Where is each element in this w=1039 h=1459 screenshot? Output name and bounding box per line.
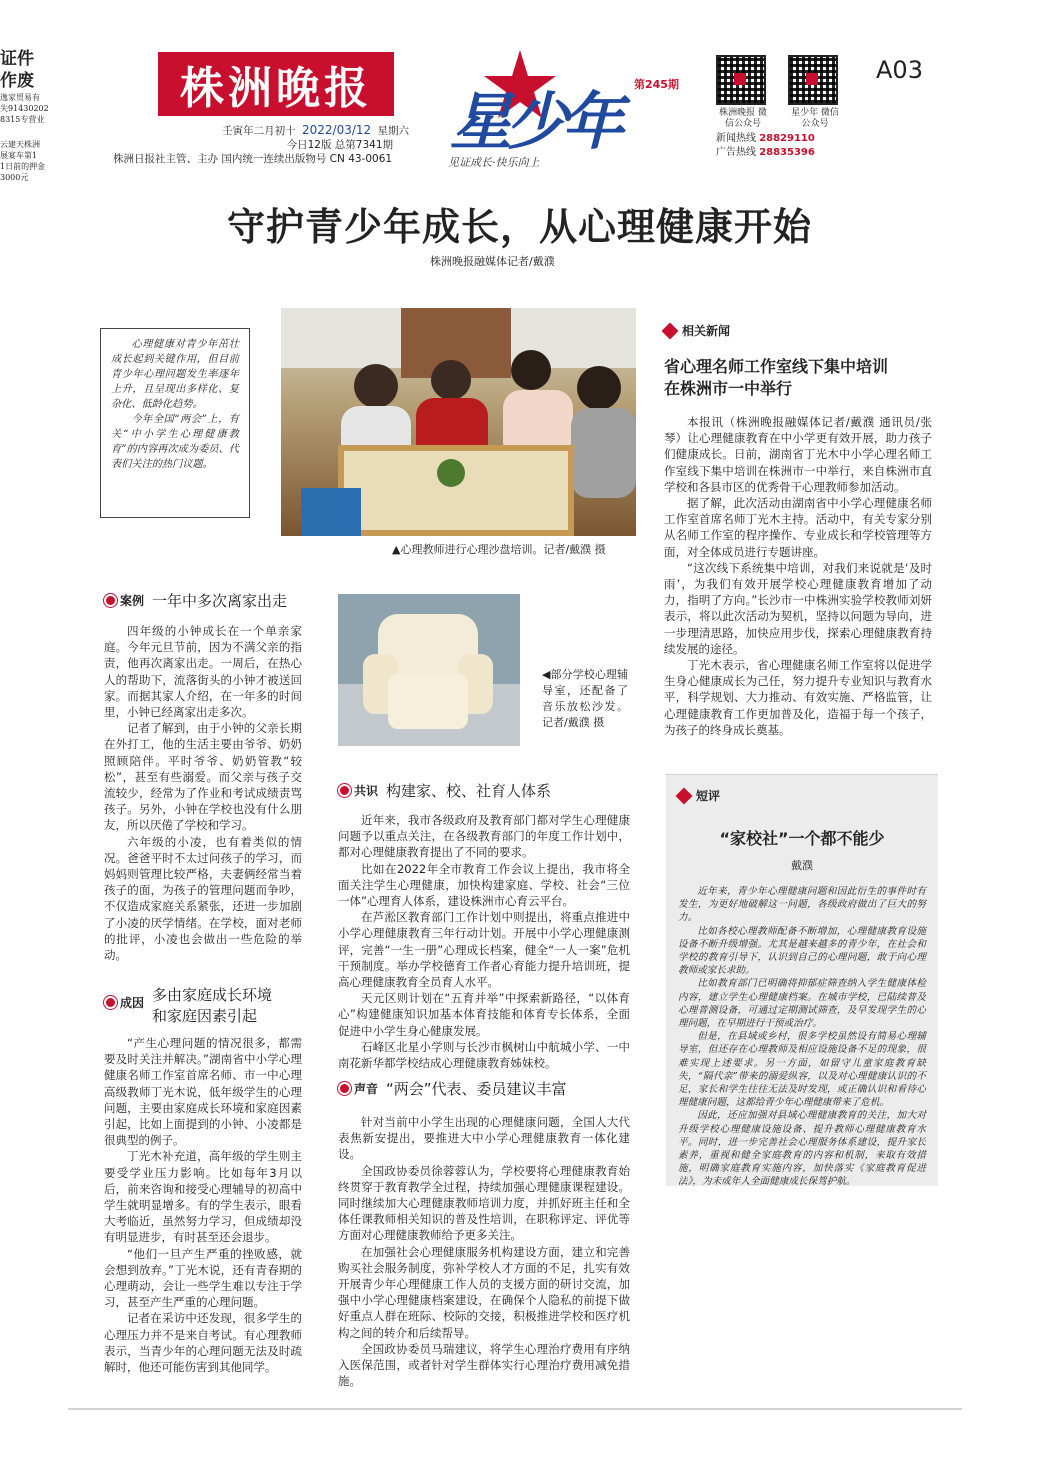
qr-right-label: 星少年 微信公众号 (791, 108, 839, 129)
section-case-header (104, 590, 287, 611)
news-hotline: 28829110 (759, 133, 815, 144)
section-title: 一年中多次离家出走 (152, 592, 288, 610)
sandplay-photo (281, 308, 636, 536)
paragraph: 据了解，此次活动由湖南省中小学心理健康名师工作室首席名师丁光木主持。活动中，有关专家分别从名师工作室的程序操作、专业成长和学校管理等方面，对全体成员进行专题讲座。 (664, 496, 932, 559)
section-voice-header (338, 1078, 567, 1099)
section-title: 构建家、校、社育人体系 (386, 782, 552, 800)
commentary-box (666, 774, 938, 1186)
ad-hotline-label: 广告热线 (716, 147, 756, 158)
paragraph: 记者在采访中还发现，很多学生的心理压力并不是来自考试。有心理教师表示，当青少年的心理问题无法及时疏解时，他还可能伤害到其他同学。 (104, 1311, 302, 1375)
section-title: 和家庭因素引起 (152, 1007, 258, 1025)
left-edge-big1: 证件 (0, 49, 34, 69)
section-consensus-header (338, 780, 551, 801)
paragraph: 因此，还应加强对县域心理健康教育的关注，加大对升级学校心理健康设施设备、提升教师心理健康教育水平。同时，进一步完善社会心理服务体系建设，提升家长素养，重视和健全家庭教育的内容和机制，来取有效措施，明确家庭教育实施内容，加快落实《家庭教育促进法》，为未成年人全面健康成长保驾护航。 (678, 1110, 926, 1188)
paragraph: 比如各校心理教师配备不断增加，心理健康教育设施设备不断升级增强。尤其是越来越多的青少年，在社会和学校的教育引导下，认识到自己的心理问题，敢于向心理教师或家长求助。 (678, 925, 926, 977)
weekday: 星期六 (377, 125, 409, 137)
section-voice-body (338, 1114, 630, 1389)
paragraph: “他们一旦产生严重的挫败感，就会想到放弃。”丁光木说，还有青春期的心理萌动，会让一些学生难以专注于学习，甚至产生严重的心理问题。 (104, 1246, 302, 1310)
photo2-caption: ◀部分学校心理辅导室，还配备了音乐放松沙发。记者/戴濮 摄 (542, 668, 628, 729)
paragraph: 丁光木补充道，高年级的学生则主要受学业压力影响。比如每年3月以后，前来咨询和接受心理辅导的初高中学生就明显增多。有的学生表示，眼看大考临近，虽然努力学习，但成绩却没有明显进步，有时甚至还会退步。 (104, 1149, 302, 1245)
paragraph: “产生心理问题的情况很多，都需要及时关注并解决。”湖南省中小学心理健康名师工作室首席名师、市一中心理高级教师丁光木说，低年级学生的心理问题，主要由家庭成长环境和家庭因素引起，比如上面提到的小钟、小凌都是很典型的例子。 (104, 1036, 302, 1148)
masthead-logo: 株洲晚报 (158, 52, 394, 116)
paragraph: 在芦淞区教育部门工作计划中则提出，将重点推进中小学心理健康教育三年行动计划。开展中小学心理健康测评，完善“一生一册”心理成长档案，健全“一人一案”危机干预制度。举办学校德育工作者心育能力提升培训班，提高心理健康教育全员育人水平。 (338, 910, 630, 990)
related-news-title: 省心理名师工作室线下集中培训 在株洲市一中举行 (664, 357, 889, 398)
commentary-tag: 短评 (678, 787, 926, 804)
section-tag: 共识 (354, 784, 379, 798)
qr-left-label: 株洲晚报 微信公众号 (719, 108, 767, 129)
paragraph: 四年级的小钟成长在一个单亲家庭。今年元旦节前，因为不满父亲的指责，他再次离家出走。一周后，在热心人的帮助下，流落街头的小钟才被送回家。而据其家人介绍，在一年多的时间里，小钟已经离家出走多次。 (104, 624, 302, 720)
paragraph: 天元区则计划在“五育并举”中探索新路径，“以体育心”构建健康知识加基本体育技能和体育专长体系，全面促进中小学生身心健康发展。 (338, 991, 630, 1038)
bullet-dot-icon (338, 784, 351, 797)
commentary-title: “家校社”一个都不能少 (719, 829, 885, 848)
ad-hotline: 28835396 (759, 147, 815, 158)
issue-number: 第245期 (634, 78, 679, 91)
lunar-date: 壬寅年二月初十 (222, 125, 296, 137)
left-edge-fragment (0, 48, 62, 183)
section-title: “两会”代表、委员建议丰富 (386, 1080, 567, 1098)
section-consensus-body (338, 812, 630, 1071)
byline: 株洲晚报融媒体记者/戴濮 (430, 255, 555, 268)
left-edge-line: 1日前的押金 (0, 162, 46, 171)
left-edge-big2: 作废 (0, 71, 34, 91)
left-edge-line: 逸家贸易有 (0, 93, 40, 102)
section-tag: 声音 (354, 1082, 379, 1096)
paragraph: 六年级的小凌，也有着类似的情况。爸爸平时不太过问孩子的学习，而妈妈则管理比较严格，夫妻俩经常当着孩子的面，为孩子的管理问题而争吵，不仅造成家庭关系紧张，还进一步加剧了小凌的厌学情绪。在学校，面对老师的批评，小凌也会做出一些危险的举动。 (104, 834, 302, 963)
slogan: 见证成长·快乐向上 (448, 156, 540, 169)
bullet-dot-icon (104, 996, 117, 1009)
page-number: A03 (876, 56, 923, 84)
photo1-caption: ▲心理教师进行心理沙盘培训。记者/戴濮 摄 (392, 543, 606, 556)
paragraph: 全国政协委员马瑞建议，将学生心理治疗费用有序纳入医保范围，或者针对学生群体实行心理治疗费用减免措施。 (338, 1341, 630, 1389)
related-news-tag: 相关新闻 (664, 322, 730, 339)
intro-p1: 心理健康对青少年茁壮成长起到关键作用，但目前青少年心理问题发生率逐年上升，且呈现出多样化、复杂化、低龄化趋势。 (111, 339, 239, 410)
paragraph: “这次线下系统集中培训，对我们来说就是‘及时雨’，为我们有效开展学校心理健康教育增加了动力，指明了方向。”长沙市一中株洲实验学校教师刘妍表示，将以此次活动为契机，坚持以问题为导向，进一步理清思路，加快应用步伐，探索心理健康教育持续发展的途径。 (664, 560, 932, 656)
paragraph: 石峰区北星小学则与长沙市枫树山中航城小学、一中南花新华都学校结成心理健康教育姊妹校。 (338, 1039, 630, 1071)
paragraph: 在加强社会心理健康服务机构建设方面，建立和完善购买社会服务制度，弥补学校人才方面的不足，扎实有效开展青少年心理健康工作人员的支援方面的研讨交流，加强中小学心理健康档案建设，在确保个人隐私的前提下做好重点人群在班际、校际的交接，积极推进学校和医疗机构之间的转介和后续帮导。 (338, 1244, 630, 1340)
left-edge-line: 8315专营业 (0, 115, 45, 124)
paragraph: 比如在2022年全市教育工作会议上提出，我市将全面关注学生心理健康，加快构建家庭、学校、社会“三位一体”心理育人体系，建设株洲市心育云平台。 (338, 861, 630, 909)
section-cause-header (104, 984, 272, 1026)
page-count: 今日12版 总第7341期 (286, 139, 393, 151)
paragraph: 丁光木表示，省心理健康名师工作室将以促进学生身心健康成长为己任，努力提升专业知识与教育水平，科学规划、大力推动、有效实施、严格监管，让心理健康教育工作更加普及化，造福于每一个孩子，为孩子的终身成长奠基。 (664, 658, 932, 737)
bullet-dot-icon (338, 1082, 351, 1095)
page-headline: 守护青少年成长，从心理健康开始 (226, 204, 812, 249)
paragraph: 本报讯（株洲晚报融媒体记者/戴濮 通讯员/张琴）让心理健康教育在中小学更有效开展，助力孩子们健康成长。日前，湖南省丁光木中小学心理名师工作室线下集中培训在株洲市一中举行，来自株洲市直学校和各县市区的优秀骨干心理教师参加活动。 (664, 415, 932, 494)
supplement-logo: 星少年 第245期 见证成长·快乐向上 (448, 48, 648, 178)
paragraph: 记者了解到，由于小钟的父亲长期在外打工，他的生活主要由爷爷、奶奶照顾陪伴。平时爷爷、奶奶管教“较松”，甚至有些溺爱。而父亲与孩子交流较少，经常为了作业和考试成绩责骂孩子。另外，小钟在学校也没有什么朋友，所以厌倦了学校和学习。 (104, 721, 302, 833)
intro-box (100, 328, 250, 518)
left-edge-line: 3000元 (0, 173, 29, 182)
qr-code-icon[interactable] (788, 55, 838, 105)
paragraph: 近年来，我市各级政府及教育部门都对学生心理健康问题予以重点关注，在各级教育部门的年度工作计划中，都对心理健康教育提出了不同的要求。 (338, 813, 630, 860)
qr-code-icon[interactable] (716, 55, 766, 105)
left-edge-line: 失91430202 (0, 104, 49, 113)
paragraph: 针对当前中小学生出现的心理健康问题，全国人大代表焦新安提出，要推进大中小学心理健康教育一体化建设。 (338, 1115, 630, 1162)
paragraph: 比如教育部门已明确将抑郁症筛查纳入学生健康体检内容，建立学生心理健康档案。在城市学校，已陆续普及心理普测设备，可通过定期测试筛查，及早发现学生的心理问题，在早期进行干预或治疗。 (678, 978, 926, 1030)
section-title: 多由家庭成长环境 (152, 986, 273, 1004)
qr-block (716, 55, 856, 160)
section-cause-body (104, 1035, 302, 1375)
diamond-icon (676, 787, 693, 804)
bullet-dot-icon (104, 594, 117, 607)
bottom-rule (68, 1408, 962, 1410)
issue-date: 2022/03/12 (301, 123, 372, 137)
diamond-icon (662, 322, 679, 339)
related-news-body (664, 414, 932, 738)
paragraph: 全国政协委员徐蓉蓉认为，学校要将心理健康教育始终贯穿于教育教学全过程，持续加强心理健康课程建设。同时继续加大心理健康教师培训力度，并抓好班主任和全体任课教师相关知识的普及性培训，在职称评定、评优等方面对心理健康教师给予更多关注。 (338, 1163, 630, 1243)
left-edge-line: 展宴车第1 (0, 151, 38, 160)
section-case-body (104, 623, 302, 963)
section-tag: 成因 (120, 996, 145, 1010)
paragraph: 近年来，青少年心理健康问题和因此衍生的事件时有发生，为更好地破解这一问题，各级政府做出了巨大的努力。 (678, 886, 926, 924)
masthead-info (113, 123, 433, 166)
publisher-line: 株洲日报社主管、主办 国内统一连续出版物号 CN 43-0061 (113, 153, 393, 165)
paragraph: 但是，在县域或乡村，很多学校虽然设有简易心理辅导室，但还存在心理教师及相应设施设备不足的现象，很难实现上述要求。另一方面，如留守儿童家庭教育缺失，“隔代亲”带来的溺爱纵容，以及对心理健康认识的不足，家长和学生往往无法及时发现，或正确认识和看待心理健康问题，这都给青少年心理健康带来了危机。 (678, 1031, 926, 1109)
commentary-author: 戴濮 (791, 859, 813, 872)
news-hotline-label: 新闻热线 (716, 133, 756, 144)
left-edge-line: 云建天株洲 (0, 140, 40, 149)
intro-p2: 今年全国“两会”上，有关“中小学生心理健康教育”的内容再次成为委员、代表们关注的热门议题。 (111, 414, 239, 470)
section-tag: 案例 (120, 594, 145, 608)
sofa-photo (338, 594, 520, 746)
